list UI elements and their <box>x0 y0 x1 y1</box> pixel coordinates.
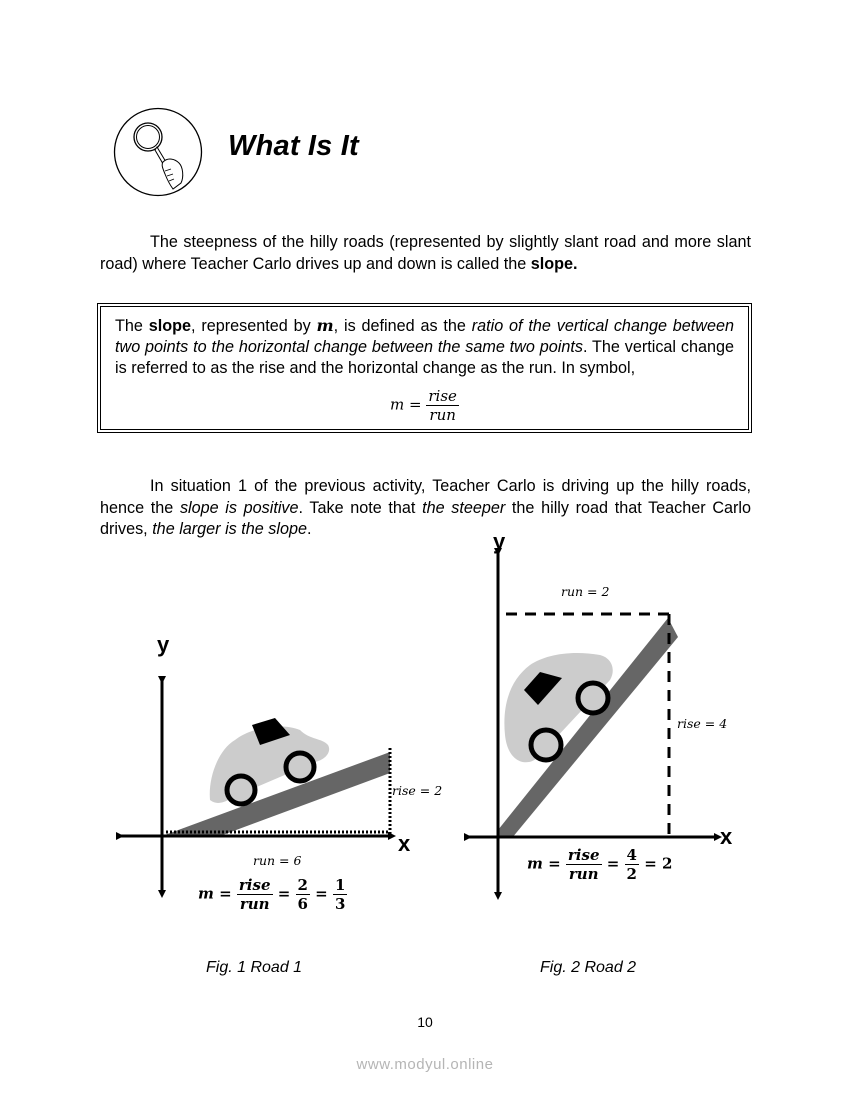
definition-box <box>97 303 752 433</box>
watermark-link[interactable]: www.modyul.online <box>356 1056 494 1073</box>
fig1-formula-lhs: m = <box>198 884 232 903</box>
fig1-caption: Fig. 1 Road 1 <box>206 959 303 976</box>
fig2-f2-num: 4 <box>626 846 637 864</box>
fig1-rise-label: rise = 2 <box>392 783 443 798</box>
def-text-5: , is defined as the <box>333 317 472 335</box>
formula-lhs: m = <box>390 395 422 414</box>
fig2-caption: Fig. 2 Road 2 <box>540 959 637 976</box>
fig1-f2-num: 2 <box>297 876 308 894</box>
fig2-run-label: run = 2 <box>561 584 610 599</box>
def-bold-slope: slope <box>148 317 192 335</box>
fig1-slope-formula: m = $\frac{\text{rise}}{\text{run}}$ = $\frac{2}{6}$ = $\frac{1}{3}$ <box>198 876 346 913</box>
sit-text-3: . Take note that <box>298 498 423 517</box>
def-italic-ratio: ratio of the vertical change between two points to the horizontal change between the same two points <box>115 317 734 356</box>
car-icon <box>504 653 612 762</box>
magnifying-glass-hand-icon <box>113 107 203 197</box>
section-title: What Is It <box>228 130 359 162</box>
fig2-y-label: y <box>493 529 506 554</box>
fig2-formula-result: = 2 <box>644 854 673 873</box>
fig2-slope-formula: m = $\frac{\text{rise}}{\text{run}}$ = $\frac{4}{2}$ = 2 <box>527 846 673 883</box>
situation-paragraph <box>100 476 751 541</box>
fig2-formula-lhs: m = <box>527 854 561 873</box>
sit-italic-steeper: the steeper <box>422 498 506 517</box>
fig1-f3-den: 3 <box>334 895 346 913</box>
def-text-7: . The vertical change is referred to as the rise and the horizontal change as the run. In symbol, <box>115 338 734 377</box>
fig1-f1-num: rise <box>238 876 271 894</box>
def-text-1: The <box>115 317 149 335</box>
fig1-f1-den: run <box>239 895 270 913</box>
fig1-y-label: y <box>157 632 170 657</box>
sit-text-7: . <box>306 520 312 538</box>
sit-text-1: In situation 1 of the previous activity, Teacher Carlo is driving up the hilly roads, hence the <box>100 477 751 517</box>
fig2-f2-den: 2 <box>626 865 637 883</box>
sit-text-5: the hilly road that Teacher Carlo drives, <box>100 498 751 538</box>
fig1-f2-den: 6 <box>297 895 308 913</box>
formula-denominator: run <box>429 406 456 424</box>
sit-italic-positive: slope is positive <box>179 498 299 517</box>
intro-text: The steepness of the hilly roads (represented by slightly slant road and more slant road) where Teacher Carlo drives up and down is called the <box>100 233 751 273</box>
page-number: 10 <box>417 1014 433 1030</box>
fig2-f1-den: run <box>568 865 599 883</box>
slope-formula <box>101 387 748 424</box>
intro-paragraph <box>100 232 751 275</box>
fig2-f1-num: rise <box>567 846 600 864</box>
def-text-3: , represented by <box>191 317 317 335</box>
sit-italic-larger: the larger is the slope <box>152 520 307 538</box>
fig1-run-label: run = 6 <box>253 853 302 868</box>
intro-bold-term: slope. <box>530 254 578 273</box>
def-var-m: m <box>316 316 334 335</box>
fig2-x-label: x <box>720 824 733 849</box>
fig2-rise-label: rise = 4 <box>677 716 728 731</box>
definition-text <box>115 315 734 379</box>
fig1-x-label: x <box>398 831 411 856</box>
formula-numerator: rise <box>428 387 457 405</box>
formula-fraction <box>426 387 459 424</box>
fig1-f3-num: 1 <box>334 876 346 894</box>
